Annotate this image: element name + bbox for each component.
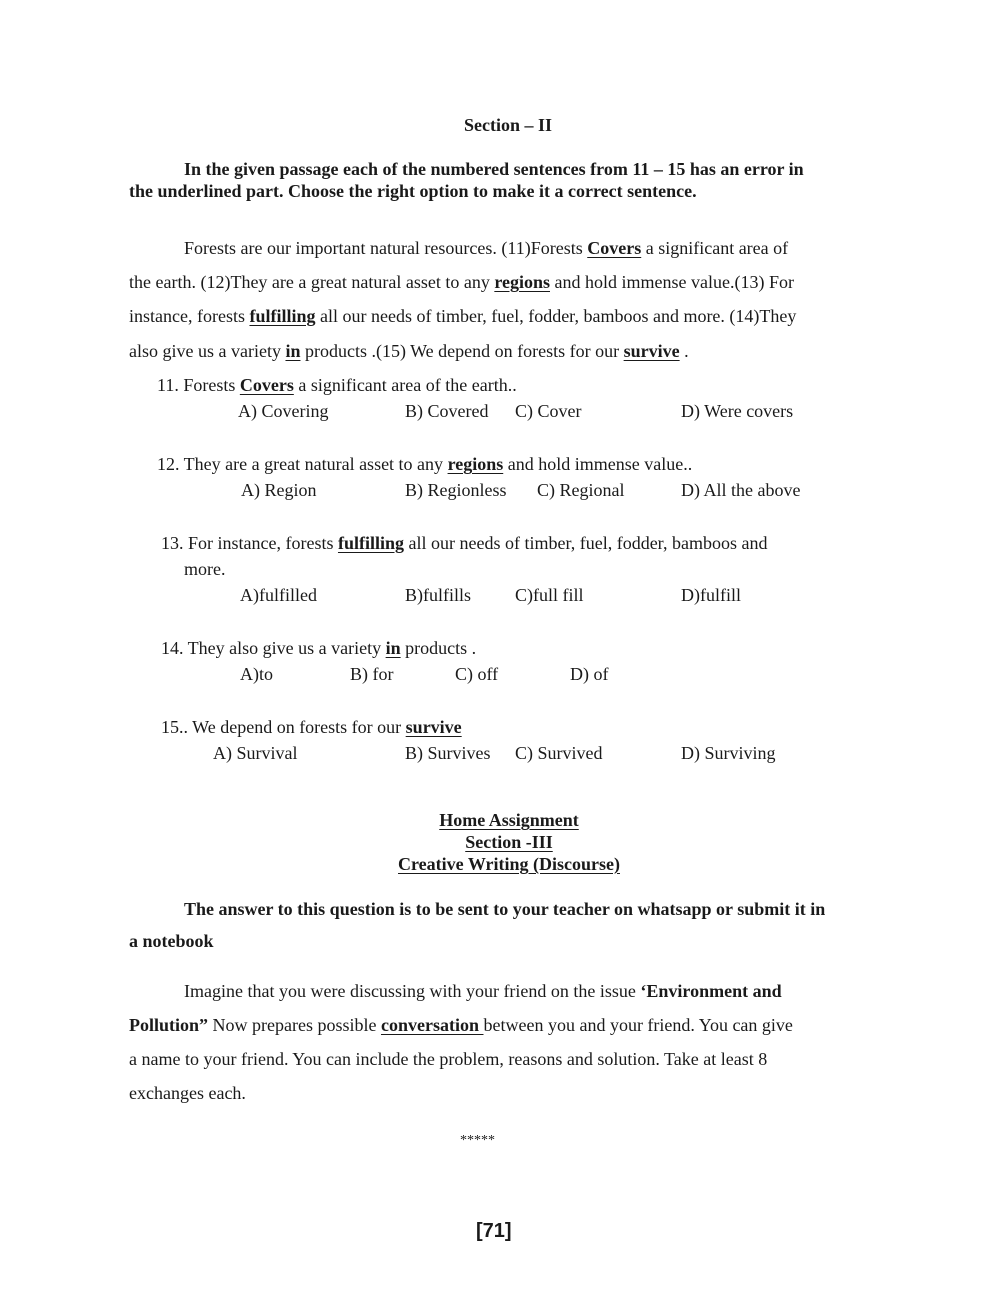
option-d[interactable]: D) Were covers (681, 401, 794, 421)
task-line-4: exchanges each. (129, 1083, 246, 1103)
option-b[interactable]: B) for (350, 664, 394, 684)
task-line-1: Imagine that you were discussing with your friend on the issue ‘Environment and (184, 981, 782, 1001)
option-d[interactable]: D)fulfill (681, 585, 741, 605)
passage-line-2: the earth. (12)They are a great natural asset to any regions and hold immense value.(13) For (129, 272, 794, 292)
underlined-error-15: survive (623, 341, 680, 361)
option-a[interactable]: A) Covering (238, 401, 329, 421)
option-b[interactable]: B)fulfills (405, 585, 471, 605)
section-heading: Section – II (463, 115, 552, 135)
option-a[interactable]: A) Survival (213, 743, 298, 763)
option-c[interactable]: C)full fill (515, 585, 584, 605)
option-b[interactable]: B) Survives (405, 743, 491, 763)
submission-note-line-1: The answer to this question is to be sent to your teacher on whatsapp or submit it in (184, 899, 826, 919)
question-text: 14. They also give us a variety in products . (161, 638, 477, 658)
passage-line-3: instance, forests fulfilling all our needs of timber, fuel, fodder, bamboos and more. (14)They (129, 306, 797, 326)
passage-line-1: Forests are our important natural resources. (11)Forests Covers a significant area of (184, 238, 789, 258)
section-3-title: Section -III (465, 832, 553, 852)
question-text-continued: more. (184, 559, 226, 579)
underlined-error-13: fulfilling (249, 306, 316, 326)
option-a[interactable]: A)fulfilled (240, 585, 317, 605)
question-text: 11. Forests Covers a significant area of the earth.. (157, 375, 517, 395)
page-number: [71] (476, 1220, 512, 1242)
underlined-error-12: regions (494, 272, 550, 292)
end-stars: ***** (460, 1133, 495, 1148)
option-a[interactable]: A) Region (241, 480, 317, 500)
option-d[interactable]: D) Surviving (681, 743, 776, 763)
submission-note-line-2: a notebook (129, 931, 214, 951)
underlined-error-14: in (285, 341, 301, 361)
instruction-line-2: the underlined part. Choose the right option to make it a correct sentence. (129, 181, 697, 201)
option-c[interactable]: C) Regional (537, 480, 625, 500)
question-text: 12. They are a great natural asset to any regions and hold immense value.. (157, 454, 693, 474)
home-assignment-title: Home Assignment (439, 810, 579, 830)
question-text: 13. For instance, forests fulfilling all our needs of timber, fuel, fodder, bamboos and (161, 533, 768, 553)
creative-writing-title: Creative Writing (Discourse) (398, 854, 620, 874)
underlined-error-11: Covers (587, 238, 642, 258)
option-c[interactable]: C) off (455, 664, 499, 684)
task-line-3: a name to your friend. You can include the problem, reasons and solution. Take at least 8 (129, 1049, 768, 1069)
passage-line-4: also give us a variety in products .(15) We depend on forests for our survive . (129, 341, 689, 361)
option-d[interactable]: D) All the above (681, 480, 801, 500)
option-d[interactable]: D) of (570, 664, 609, 684)
option-c[interactable]: C) Cover (515, 401, 582, 421)
option-a[interactable]: A)to (240, 664, 273, 684)
question-text: 15.. We depend on forests for our survive (161, 717, 462, 737)
task-line-2: Pollution” Now prepares possible conversation between you and your friend. You can give (129, 1015, 793, 1035)
option-b[interactable]: B) Regionless (405, 480, 507, 500)
option-c[interactable]: C) Survived (515, 743, 603, 763)
option-b[interactable]: B) Covered (405, 401, 489, 421)
instruction-line-1: In the given passage each of the numbered sentences from 11 – 15 has an error in (184, 159, 804, 179)
